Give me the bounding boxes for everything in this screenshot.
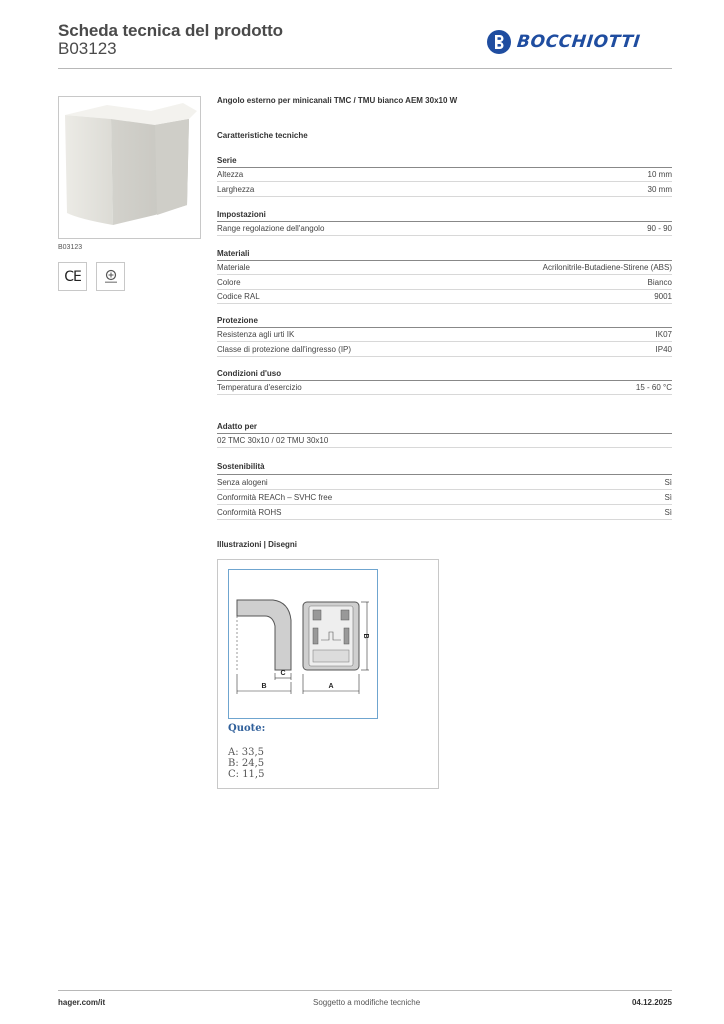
illustrations-heading: Illustrazioni | Disegni — [217, 540, 298, 549]
spec-value: 9001 — [654, 292, 672, 301]
technical-drawing — [217, 559, 439, 789]
spec-label: Larghezza — [217, 185, 255, 194]
spec-value: Acrilonitrile-Butadiene-Stirene (ABS) — [542, 263, 672, 272]
section-title-sostenibilita: Sostenibilità — [217, 462, 265, 471]
quote-title: Quote: — [228, 723, 266, 734]
spec-value: Sì — [664, 478, 672, 487]
spec-row — [217, 183, 672, 197]
product-code-header: B03123 — [58, 39, 117, 58]
spec-label: Altezza — [217, 170, 244, 179]
dimension-label-b-side: B — [362, 633, 369, 639]
spec-row — [217, 506, 672, 520]
dimension-label-c: C — [280, 670, 286, 677]
header-divider — [58, 68, 672, 69]
section-title-impostazioni: Impostazioni — [217, 210, 266, 219]
spec-value: IP40 — [655, 345, 672, 354]
spec-label: 02 TMC 30x10 / 02 TMU 30x10 — [217, 436, 329, 445]
footer-notice: Soggetto a modifiche tecniche — [313, 998, 421, 1007]
brand-name: BOCCHIOTTI — [515, 32, 642, 52]
spec-label: Range regolazione dell'angolo — [217, 224, 325, 233]
section-title-condizioni: Condizioni d'uso — [217, 369, 282, 378]
spec-row — [217, 381, 672, 395]
dimension-label-a: A — [328, 683, 334, 690]
spec-row — [217, 276, 672, 290]
product-photo — [58, 96, 201, 239]
spec-value: IK07 — [655, 330, 672, 339]
spec-row — [217, 434, 672, 448]
footer-website[interactable]: hager.com/it — [58, 998, 106, 1007]
brand-logo — [486, 29, 640, 55]
spec-label: Temperatura d'esercizio — [217, 383, 302, 392]
dimension-label-b: B — [261, 683, 267, 690]
spec-row — [217, 476, 672, 490]
spec-value: 90 - 90 — [647, 224, 672, 233]
section-title-adatto: Adatto per — [217, 422, 257, 431]
product-description: Angolo esterno per minicanali TMC / TMU bianco AEM 30x10 W — [217, 96, 458, 105]
section-title-serie: Serie — [217, 156, 237, 165]
spec-value: Sì — [664, 493, 672, 502]
spec-row — [217, 343, 672, 357]
spec-row — [217, 290, 672, 304]
quote-c: C: 11,5 — [228, 769, 265, 780]
page-title: Scheda tecnica del prodotto — [58, 21, 283, 40]
spec-value: 10 mm — [647, 170, 672, 179]
brand-logo-icon — [486, 29, 512, 55]
spec-label: Resistenza agli urti IK — [217, 330, 295, 339]
spec-row — [217, 168, 672, 182]
dimension-drawing — [229, 570, 377, 718]
spec-label: Senza alogeni — [217, 478, 268, 487]
section-title-materiali: Materiali — [217, 249, 250, 258]
footer-divider — [58, 990, 672, 991]
certification-icon — [96, 262, 125, 291]
section-divider — [217, 474, 672, 475]
quote-b: B: 24,5 — [228, 758, 265, 769]
product-code-label: B03123 — [58, 244, 83, 251]
section-title-protezione: Protezione — [217, 316, 258, 325]
spec-label: Conformità REACh – SVHC free — [217, 493, 333, 502]
spec-row — [217, 222, 672, 236]
spec-label: Codice RAL — [217, 292, 260, 301]
spec-value: 15 - 60 °C — [635, 383, 672, 392]
spec-label: Conformità ROHS — [217, 508, 282, 517]
spec-value: 30 mm — [647, 185, 672, 194]
drawing-frame — [228, 569, 378, 719]
tech-heading: Caratteristiche tecniche — [217, 131, 308, 140]
spec-value: Sì — [664, 508, 672, 517]
spec-label: Materiale — [217, 263, 250, 272]
spec-row — [217, 328, 672, 342]
spec-row — [217, 491, 672, 505]
quote-a: A: 33,5 — [228, 747, 265, 758]
ce-mark-icon — [58, 262, 87, 291]
spec-value: Bianco — [647, 278, 672, 287]
footer-date: 04.12.2025 — [631, 998, 672, 1007]
spec-label: Colore — [217, 278, 241, 287]
spec-row — [217, 261, 672, 275]
ce-mark-text: CE — [64, 268, 81, 285]
spec-label: Classe di protezione dall'ingresso (IP) — [217, 345, 352, 354]
